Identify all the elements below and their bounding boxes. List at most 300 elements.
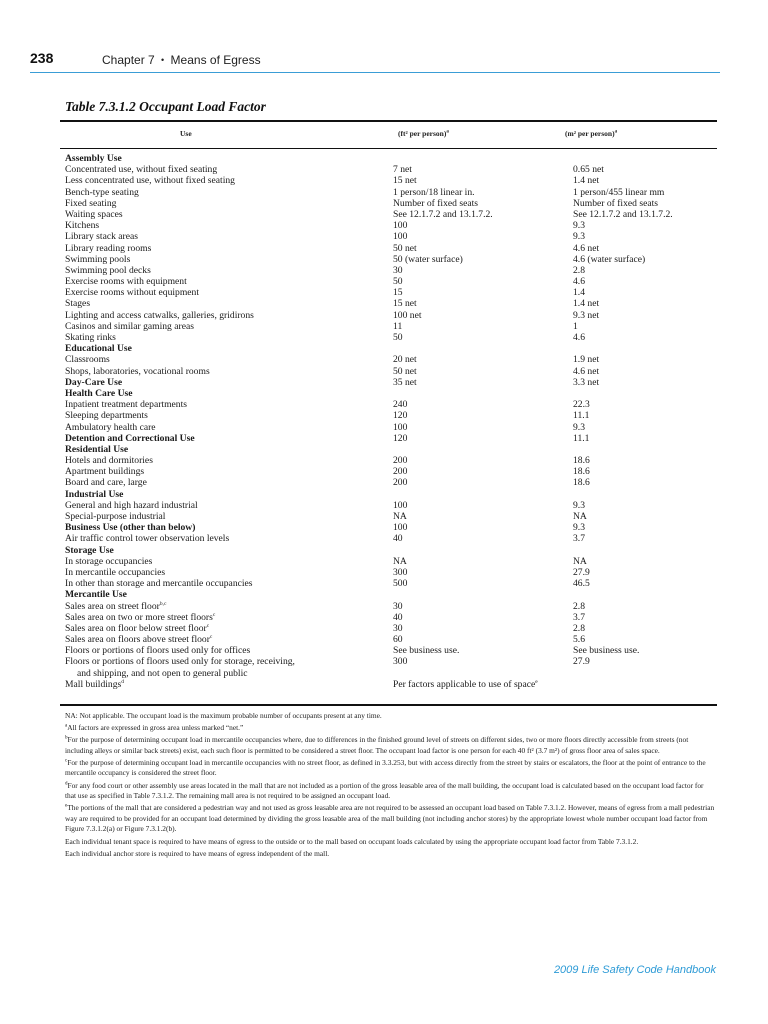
note-text: NA: Not applicable. The occupant load is the maximum probable number of occupants present at any time. xyxy=(65,711,382,720)
table-note xyxy=(65,803,715,835)
column-header-m-footnote: a xyxy=(614,129,618,135)
table-row xyxy=(65,511,715,522)
ft-text: 100 xyxy=(393,522,408,534)
m-cell: 4.6 (water surface) xyxy=(573,253,646,265)
use-text: Fixed seating xyxy=(65,197,117,209)
table-row xyxy=(65,175,715,186)
use-text: Board and care, large xyxy=(65,477,147,489)
page-number: 238 xyxy=(30,50,54,66)
table-row xyxy=(65,578,715,589)
m-cell: 9.3 xyxy=(573,522,585,534)
use-cell xyxy=(77,668,248,679)
use-text: Stages xyxy=(65,298,91,310)
use-cell xyxy=(65,354,110,365)
table-group-row xyxy=(65,444,715,455)
note-footnote-mark: c xyxy=(65,758,68,764)
use-cell xyxy=(65,601,166,612)
table-note xyxy=(65,837,715,848)
table-bottom-rule xyxy=(60,704,717,706)
use-cell xyxy=(65,410,148,421)
ft-text: 15 xyxy=(393,287,403,299)
use-cell xyxy=(65,489,123,500)
ft-text: 50 xyxy=(393,332,403,343)
ft-cell xyxy=(393,164,412,175)
use-text: Lighting and access catwalks, galleries, gridirons xyxy=(65,309,254,321)
ft-text: See business use. xyxy=(393,645,460,657)
table-row xyxy=(65,164,715,175)
ft-cell xyxy=(393,612,403,623)
ft-cell xyxy=(393,265,403,276)
use-text: Sales area on floors above street floor xyxy=(65,634,210,646)
m-cell: 9.3 xyxy=(573,231,585,243)
m-cell: 9.3 xyxy=(573,421,585,433)
ft-cell xyxy=(393,601,403,612)
ft-text: 35 net xyxy=(393,376,417,388)
m-cell: 4.6 xyxy=(573,276,585,288)
use-text: Mercantile Use xyxy=(65,589,127,601)
table-row xyxy=(65,422,715,433)
ft-text: 40 xyxy=(393,533,403,545)
ft-cell xyxy=(393,287,403,298)
ft-text: NA xyxy=(393,555,407,567)
table-row xyxy=(65,668,715,679)
use-text: Health Care Use xyxy=(65,387,133,399)
table-row xyxy=(65,556,715,567)
note-text: For the purpose of determining occupant load in mercantile occupancies where, due to differences in the finished ground level of streets on different sides, two or more floors directly accessible from streets (not including alleys or similar back streets) exist, each such floor is permitted to be considered a street floor. The occupant load factor is one person for each 40 ft² (3.7 m²) of gross floor area of sales space. xyxy=(65,735,689,755)
ft-cell xyxy=(393,477,407,488)
ft-cell xyxy=(393,399,407,410)
m-cell: 27.9 xyxy=(573,656,590,668)
use-cell xyxy=(65,455,153,466)
use-cell xyxy=(65,634,212,645)
table-row xyxy=(65,310,715,321)
use-text: Sales area on floor below street floor xyxy=(65,622,207,634)
ft-text: Per factors applicable to use of space xyxy=(393,678,536,690)
ft-text: 30 xyxy=(393,264,403,276)
ft-cell xyxy=(393,656,407,667)
use-text: Business Use (other than below) xyxy=(65,522,196,534)
m-cell: 4.6 net xyxy=(573,365,600,377)
m-cell: 2.8 xyxy=(573,264,585,276)
use-cell xyxy=(65,656,295,667)
ft-text: 1 person/18 linear in. xyxy=(393,186,475,198)
ft-text: 11 xyxy=(393,320,403,332)
ft-text: 240 xyxy=(393,399,408,411)
ft-cell xyxy=(393,187,475,198)
use-text: Exercise rooms with equipment xyxy=(65,276,187,288)
ft-cell xyxy=(393,578,407,589)
use-text: Kitchens xyxy=(65,220,100,232)
ft-text: 50 xyxy=(393,276,403,288)
ft-text: 100 xyxy=(393,231,408,243)
m-cell: 4.6 net xyxy=(573,242,600,254)
table-row xyxy=(65,634,715,645)
use-text: Storage Use xyxy=(65,544,114,556)
m-cell: 3.7 xyxy=(573,611,585,623)
m-cell: 18.6 xyxy=(573,466,590,478)
ft-cell xyxy=(393,522,407,533)
use-text: Air traffic control tower observation levels xyxy=(65,533,230,545)
use-text: Sales area on street floor xyxy=(65,600,160,612)
ft-text: 120 xyxy=(393,432,408,444)
table-row xyxy=(65,455,715,466)
use-text: Waiting spaces xyxy=(65,208,123,220)
use-cell xyxy=(65,556,152,567)
m-cell: 1 person/455 linear mm xyxy=(573,186,665,198)
note-footnote-mark: e xyxy=(65,803,68,809)
note-text: For the purpose of determining occupant load in mercantile occupancies with no street floor, as defined in 3.3.253, but with access directly from the street by stairs or escalators, the floor at the point of entrance to the mercantile occupancy is considered the street floor. xyxy=(65,757,706,778)
use-text: Day-Care Use xyxy=(65,376,123,388)
use-cell xyxy=(65,377,122,388)
use-text: Swimming pools xyxy=(65,253,131,265)
m-cell: 3.7 xyxy=(573,533,585,545)
use-cell xyxy=(65,254,130,265)
note-footnote-mark: a xyxy=(65,723,68,729)
column-header-ft-label: (ft² per person) xyxy=(398,129,447,138)
ft-cell xyxy=(393,298,417,309)
use-text: In other than storage and mercantile occupancies xyxy=(65,578,253,590)
ft-text: 40 xyxy=(393,611,403,623)
table-row xyxy=(65,612,715,623)
table-row xyxy=(65,477,715,488)
m-cell: 18.6 xyxy=(573,455,590,467)
table-row xyxy=(65,231,715,242)
use-cell xyxy=(65,511,165,522)
use-cell xyxy=(65,164,217,175)
ft-cell xyxy=(393,500,407,511)
use-cell xyxy=(65,276,187,287)
table-notes xyxy=(65,711,715,861)
use-cell xyxy=(65,522,195,533)
use-footnote-mark: c xyxy=(206,622,210,629)
table-row xyxy=(65,500,715,511)
use-text: Classrooms xyxy=(65,354,110,366)
use-cell xyxy=(65,500,198,511)
note-text: The portions of the mall that are considered a pedestrian way and not used as gross leasable area are not required to be assessed an occupant load based on Table 7.3.1.2. However, means of egress from a mall pedestrian way are required to be provided for an occupant load determined by dividing the gross leasable area of the mall building (not including anchor stores) by the appropriate lowest whole number occupant load factor from Figure 7.3.1.2(a) or Figure 7.3.1.2(b). xyxy=(65,803,715,834)
m-cell: 0.65 net xyxy=(573,164,604,176)
table-row xyxy=(65,601,715,612)
ft-text: 100 net xyxy=(393,309,422,321)
use-cell xyxy=(65,187,139,198)
use-text: Casinos and similar gaming areas xyxy=(65,320,194,332)
use-text: Industrial Use xyxy=(65,488,124,500)
use-cell xyxy=(65,265,151,276)
use-cell xyxy=(65,533,229,544)
ft-text: 200 xyxy=(393,455,408,467)
ft-cell xyxy=(393,422,407,433)
table-note xyxy=(65,781,715,802)
ft-cell xyxy=(393,321,402,332)
use-cell xyxy=(65,231,138,242)
use-cell xyxy=(65,466,144,477)
table-group-row xyxy=(65,433,715,444)
m-cell: 46.5 xyxy=(573,578,590,590)
use-text: Library reading rooms xyxy=(65,242,152,254)
m-cell: NA xyxy=(573,511,587,522)
table-group-row xyxy=(65,489,715,500)
m-cell: 1 xyxy=(573,320,578,332)
m-cell: 11.1 xyxy=(573,410,590,422)
use-cell xyxy=(65,332,116,343)
table-row xyxy=(65,198,715,209)
use-text: Special-purpose industrial xyxy=(65,511,166,522)
ft-text: 50 net xyxy=(393,365,417,377)
table-top-rule xyxy=(60,120,717,122)
m-cell: 2.8 xyxy=(573,622,585,634)
ft-cell xyxy=(393,231,407,242)
ft-text: 120 xyxy=(393,410,408,422)
m-cell: 1.9 net xyxy=(573,354,600,366)
ft-text: Number of fixed seats xyxy=(393,197,478,209)
ft-cell xyxy=(393,645,459,656)
ft-cell xyxy=(393,175,417,186)
table-row xyxy=(65,623,715,634)
use-cell xyxy=(65,612,215,623)
ft-text: 60 xyxy=(393,634,403,646)
table-group-row xyxy=(65,388,715,399)
table-row xyxy=(65,366,715,377)
use-text: Detention and Correctional Use xyxy=(65,432,195,444)
ft-text: 300 xyxy=(393,656,408,668)
m-cell: 9.3 xyxy=(573,220,585,232)
bullet-separator: • xyxy=(161,55,165,65)
use-cell xyxy=(65,578,253,589)
m-cell: 5.6 xyxy=(573,634,585,646)
table-row xyxy=(65,220,715,231)
table-row xyxy=(65,410,715,421)
ft-text: 30 xyxy=(393,622,403,634)
column-header-m-label: (m² per person) xyxy=(565,129,615,138)
use-cell xyxy=(65,153,122,164)
ft-cell xyxy=(393,567,407,578)
use-cell xyxy=(65,679,124,690)
use-text: Skating rinks xyxy=(65,332,116,343)
table-row xyxy=(65,332,715,343)
ft-text: See 12.1.7.2 and 13.1.7.2. xyxy=(393,208,493,220)
ft-text: 50 net xyxy=(393,242,417,254)
ft-text: 7 net xyxy=(393,164,412,176)
ft-cell xyxy=(393,220,407,231)
m-cell: 1.4 net xyxy=(573,175,600,187)
ft-text: 300 xyxy=(393,566,408,578)
m-cell: NA xyxy=(573,555,587,567)
table-row xyxy=(65,656,715,667)
m-cell: 1.4 net xyxy=(573,298,600,310)
use-cell xyxy=(65,287,199,298)
use-text: Floors or portions of floors used only for offices xyxy=(65,645,251,657)
table-row xyxy=(65,254,715,265)
use-cell xyxy=(65,220,99,231)
note-text: Each individual anchor store is required to have means of egress independent of the mall. xyxy=(65,848,330,858)
use-text: In mercantile occupancies xyxy=(65,566,166,578)
table-row xyxy=(65,399,715,410)
table-row xyxy=(65,354,715,365)
ft-text: 50 (water surface) xyxy=(393,253,463,265)
note-text: Each individual tenant space is required to have means of egress to the outside or to the mall based on occupant loads calculated by using the appropriate occupant load factor from Table 7.3.1.2. xyxy=(65,836,639,846)
column-header-ft xyxy=(398,129,449,138)
use-text: Sales area on two or more street floors xyxy=(65,611,213,623)
table-title: Table 7.3.1.2 Occupant Load Factor xyxy=(65,99,266,114)
m-cell: 3.3 net xyxy=(573,376,600,388)
use-footnote-mark: d xyxy=(121,678,124,685)
ft-cell xyxy=(393,433,407,444)
use-text: Sleeping departments xyxy=(65,410,148,422)
m-cell: 4.6 xyxy=(573,332,585,343)
m-cell: 22.3 xyxy=(573,399,590,411)
use-cell xyxy=(65,444,128,455)
ft-cell xyxy=(393,533,403,544)
ft-cell xyxy=(393,209,493,220)
ft-text: 500 xyxy=(393,578,408,590)
use-cell xyxy=(65,545,114,556)
ft-text: 20 net xyxy=(393,354,417,366)
table-body xyxy=(65,153,715,692)
m-cell: 2.8 xyxy=(573,600,585,612)
ft-text: 15 net xyxy=(393,298,417,310)
use-text: Swimming pool decks xyxy=(65,264,151,276)
ft-cell xyxy=(393,243,417,254)
use-text: Inpatient treatment departments xyxy=(65,399,188,411)
m-cell: 9.3 net xyxy=(573,309,600,321)
ft-text: 30 xyxy=(393,600,403,612)
use-text: Less concentrated use, without fixed seating xyxy=(65,175,235,187)
use-cell xyxy=(65,198,116,209)
use-text: Floors or portions of floors used only for storage, receiving, xyxy=(65,656,295,668)
table-row xyxy=(65,567,715,578)
table-group-row xyxy=(65,589,715,600)
table-row xyxy=(65,645,715,656)
ft-text: 100 xyxy=(393,499,408,511)
ft-cell xyxy=(393,410,407,421)
m-cell: Number of fixed seats xyxy=(573,197,658,209)
table-row xyxy=(65,321,715,332)
use-cell xyxy=(65,298,90,309)
m-cell: 18.6 xyxy=(573,477,590,489)
table-row xyxy=(65,243,715,254)
page-footer: 2009 Life Safety Code Handbook xyxy=(553,964,716,976)
use-cell xyxy=(65,209,123,220)
use-cell xyxy=(65,175,235,186)
ft-cell xyxy=(393,634,403,645)
column-header-ft-footnote: a xyxy=(446,129,449,135)
use-text: Library stack areas xyxy=(65,231,138,243)
use-text: Residential Use xyxy=(65,443,129,455)
ft-cell xyxy=(393,455,407,466)
table-group-row xyxy=(65,343,715,354)
chapter-title: Means of Egress xyxy=(170,53,261,67)
note-footnote-mark: b xyxy=(65,735,68,741)
ft-cell xyxy=(393,254,463,265)
ft-footnote-mark: e xyxy=(535,678,538,685)
use-text: Assembly Use xyxy=(65,153,122,164)
ft-cell xyxy=(393,366,417,377)
ft-cell xyxy=(393,679,538,690)
use-text: In storage occupancies xyxy=(65,555,153,567)
use-text: Ambulatory health care xyxy=(65,421,156,433)
ft-cell xyxy=(393,556,407,567)
use-text: Concentrated use, without fixed seating xyxy=(65,164,218,176)
use-cell xyxy=(65,243,151,254)
use-cell xyxy=(65,321,194,332)
use-text: Shops, laboratories, vocational rooms xyxy=(65,365,210,377)
use-cell xyxy=(65,645,250,656)
ft-cell xyxy=(393,377,417,388)
ft-cell xyxy=(393,354,417,365)
column-header-use: Use xyxy=(180,129,192,138)
table-note xyxy=(65,849,715,860)
ft-cell xyxy=(393,623,403,634)
use-cell xyxy=(65,433,195,444)
m-cell: See 12.1.7.2 and 13.1.7.2. xyxy=(573,208,673,220)
use-cell xyxy=(65,399,187,410)
table-row xyxy=(65,679,715,692)
use-cell xyxy=(65,589,127,600)
chapter-label: Chapter 7 xyxy=(102,53,155,67)
note-footnote-mark: d xyxy=(65,781,68,787)
table-note xyxy=(65,758,715,779)
use-text: Exercise rooms without equipment xyxy=(65,287,200,299)
ft-cell xyxy=(393,198,478,209)
table-row xyxy=(65,209,715,220)
use-cell xyxy=(65,477,147,488)
ft-cell xyxy=(393,511,407,522)
table-note xyxy=(65,723,715,734)
use-cell xyxy=(65,567,165,578)
table-group-row xyxy=(65,153,715,164)
use-text: Hotels and dormitories xyxy=(65,455,153,467)
table-row xyxy=(65,466,715,477)
ft-text: 100 xyxy=(393,220,408,232)
header-rule xyxy=(30,72,720,73)
ft-cell xyxy=(393,310,422,321)
ft-text: 15 net xyxy=(393,175,417,187)
table-row xyxy=(65,287,715,298)
use-text: and shipping, and not open to general public xyxy=(77,667,248,679)
ft-text: 200 xyxy=(393,466,408,478)
use-cell xyxy=(65,388,133,399)
m-cell: See business use. xyxy=(573,645,640,657)
m-cell: 27.9 xyxy=(573,566,590,578)
ft-cell xyxy=(393,276,403,287)
use-cell xyxy=(65,310,254,321)
table-group-row xyxy=(65,522,715,533)
use-cell xyxy=(65,623,209,634)
table-header-rule xyxy=(60,148,717,149)
table-row xyxy=(65,533,715,544)
m-cell: 1.4 xyxy=(573,287,585,299)
table-note xyxy=(65,711,715,722)
table-row xyxy=(65,187,715,198)
use-text: Apartment buildings xyxy=(65,466,145,478)
table-group-row xyxy=(65,377,715,388)
m-cell: 11.1 xyxy=(573,432,590,444)
use-cell xyxy=(65,343,132,354)
table-note xyxy=(65,735,715,756)
use-footnote-mark: c xyxy=(212,611,216,618)
m-cell: 9.3 xyxy=(573,499,585,511)
use-text: Educational Use xyxy=(65,343,132,355)
ft-text: NA xyxy=(393,511,407,522)
use-footnote-mark: b,c xyxy=(159,600,167,607)
table-group-row xyxy=(65,545,715,556)
note-text: All factors are expressed in gross area unless marked “net.” xyxy=(67,723,244,733)
ft-cell xyxy=(393,466,407,477)
table-row xyxy=(65,298,715,309)
chapter-heading xyxy=(102,53,261,67)
use-cell xyxy=(65,422,156,433)
use-text: General and high hazard industrial xyxy=(65,499,198,511)
use-footnote-mark: c xyxy=(209,633,213,640)
